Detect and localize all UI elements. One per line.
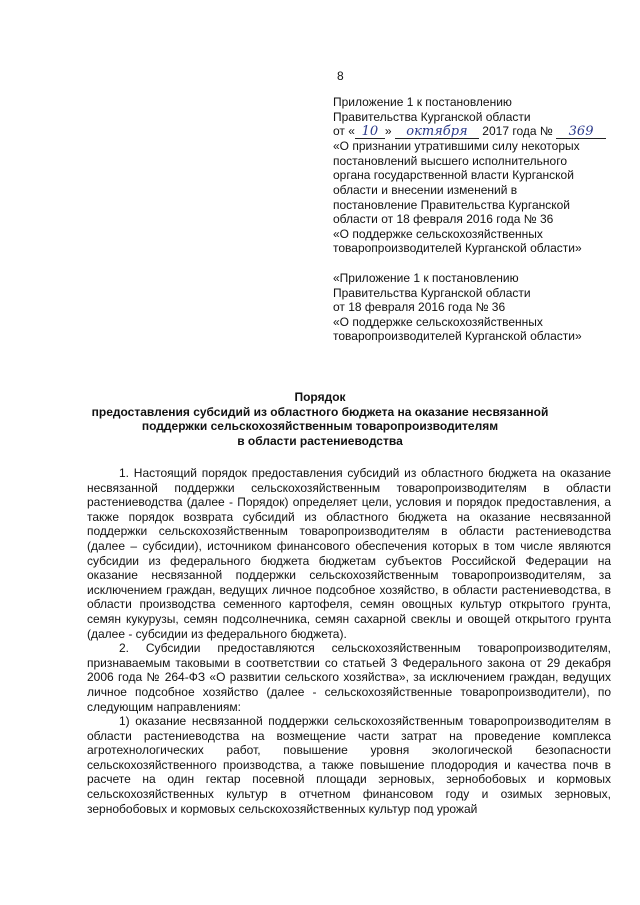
handwritten-day: 10 xyxy=(361,124,379,140)
date-year: 2017 года № xyxy=(482,124,553,139)
annex1-line: Правительства Курганской области xyxy=(333,109,531,124)
annex1-title-line: товаропроизводителей Курганской области» xyxy=(333,241,582,256)
document-title xyxy=(90,390,550,448)
annex-block xyxy=(333,95,623,344)
date-prefix: от « xyxy=(333,124,355,139)
spacer xyxy=(333,256,623,271)
paragraph-2: 2. Субсидии предоставляются сельскохозяйственным товаропроизводителям, признаваемым таковыми в соответствии со статьей 3 Федерального закона от 29 декабря 2006 года № 264-ФЗ «О развитии сельского хозяйства», за исключением граждан, ведущих личное подсобное хозяйство (далее - сельскохозяйственные товаропроизводители), по следующим направлениям: xyxy=(87,641,611,714)
title-line: в области растениеводства xyxy=(237,433,403,448)
handwritten-number: 369 xyxy=(568,124,594,140)
document-body xyxy=(87,466,611,816)
annex1-line: Приложение 1 к постановлению xyxy=(333,95,512,109)
annex1-title-line: постановление Правительства Курганской xyxy=(333,197,571,212)
annex2-line: от 18 февраля 2016 года № 36 xyxy=(333,300,506,315)
annex1-title-line: области от 18 февраля 2016 года № 36 xyxy=(333,212,554,227)
annex2-line: Правительства Курганской области xyxy=(333,285,531,300)
paragraph-1: 1. Настоящий порядок предоставления субсидий из областного бюджета на оказание несвязанной поддержки сельскохозяйственным товаропроизводителям в области растениеводства (далее - Порядок) определяет цели, условия и порядок предоставления, а также порядок возврата субсидий из областного бюджета на оказание несвязанной поддержки сельскохозяйственным товаропроизводителям в области растениеводства (далее – субсидии), источником финансового обеспечения которых в том числе являются субсидии из федерального бюджета бюджетам субъектов Российской Федерации на оказание несвязанной поддержки сельскохозяйственным товаропроизводителям, за исключением граждан, ведущих личное подсобное хозяйство, в области растениеводства, в области производства семенного картофеля, семян овощных культур открытого грунта, семян кукурузы, семян подсолнечника, семян сахарной свеклы и овощей открытого грунта (далее - субсидии из федерального бюджета). xyxy=(87,466,611,641)
annex1-title-line: «О поддержке сельскохозяйственных xyxy=(333,226,543,241)
paragraph-3: 1) оказание несвязанной поддержки сельскохозяйственным товаропроизводителям в области растениеводства на возмещение части затрат на проведение комплекса агротехнологических работ, повышение уровня экологической безопасности сельскохозяйственного производства, а также повышение плодородия и качества почв в расчете на один гектар посевной площади зерновых, зернобобовых и кормовых сельскохозяйственных культур в отчетном финансовом году и озимых зерновых, зернобобовых и кормовых сельскохозяйственных культур под урожай xyxy=(87,714,611,816)
title-heading: Порядок xyxy=(294,390,346,404)
page-number: 8 xyxy=(337,69,344,83)
annex1-date-line xyxy=(333,124,623,139)
handwritten-month: октября xyxy=(406,124,468,140)
annex2-line: «Приложение 1 к постановлению xyxy=(333,270,519,285)
annex1-title-line: «О признании утратившими силу некоторых xyxy=(333,139,580,154)
annex1-title-line: области и внесении изменений в xyxy=(333,182,518,197)
title-line: поддержки сельскохозяйственным товаропроизводителям xyxy=(141,419,499,433)
annex2-line: товаропроизводителей Курганской области» xyxy=(333,329,582,344)
date-mid: » xyxy=(384,124,392,139)
annex1-title-line: органа государственной власти Курганской xyxy=(333,168,574,183)
annex1-title-line: постановлений высшего исполнительного xyxy=(333,153,567,168)
annex2-line: «О поддержке сельскохозяйственных xyxy=(333,314,543,329)
title-line: предоставления субсидий из областного бюджета на оказание несвязанной xyxy=(91,404,549,419)
